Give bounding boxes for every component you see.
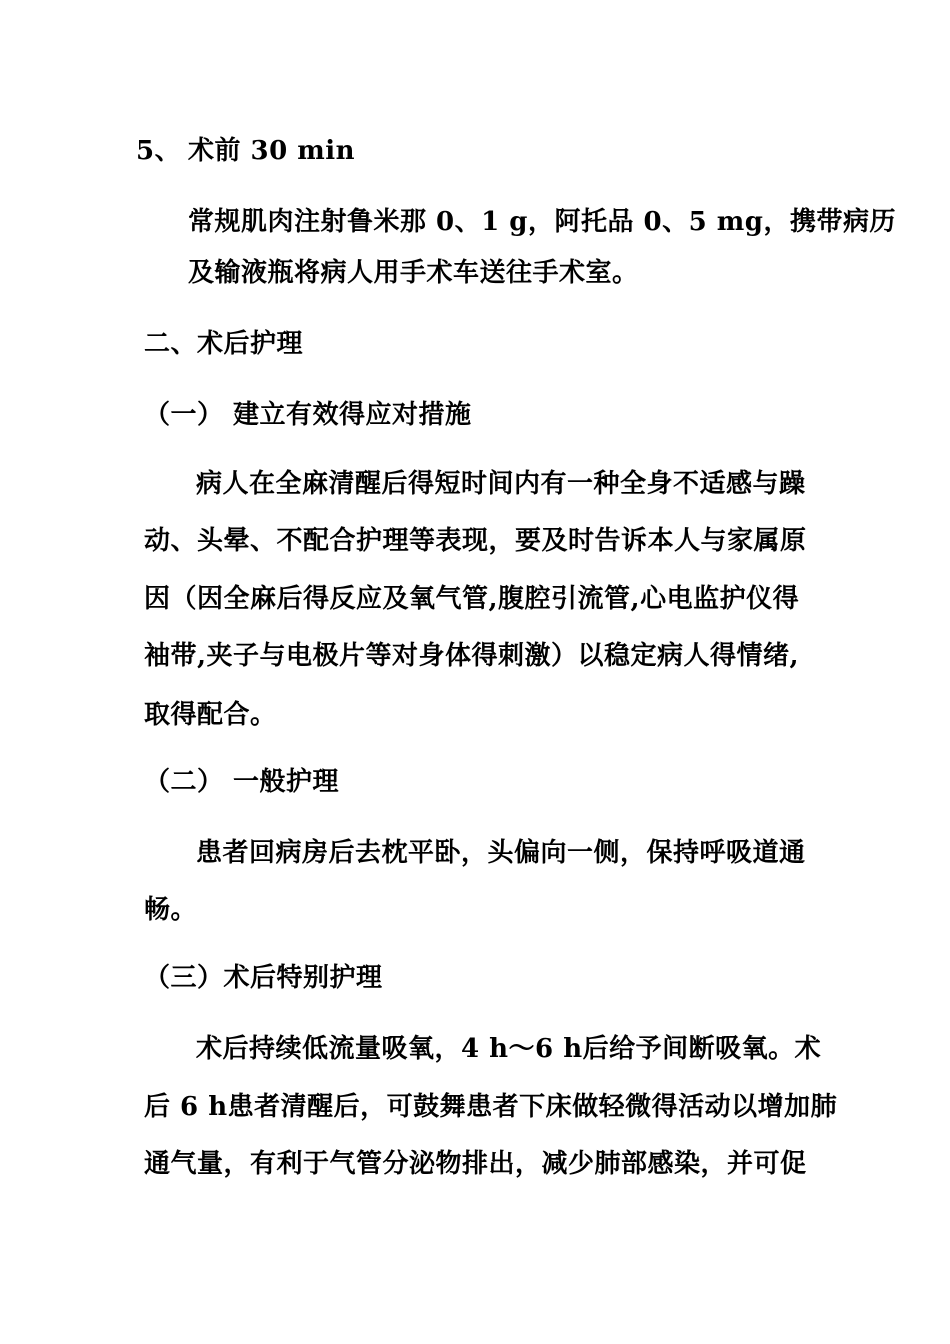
subsection-3-body-line-3: 通气量，有利于气管分泌物排出，减少肺部感染，并可促 xyxy=(144,1149,807,1179)
subsection-1-body-line-4: 袖带,夹子与电极片等对身体得刺激）以稳定病人得情绪, xyxy=(144,641,800,671)
subsection-1-body-line-3: 因（因全麻后得反应及氧气管,腹腔引流管,心电监护仪得 xyxy=(144,584,800,614)
subsection-1-body-line-2: 动、头晕、不配合护理等表现，要及时告诉本人与家属原 xyxy=(144,526,807,556)
subsection-3-body-line-2: 后 6 h患者清醒后，可鼓舞患者下床做轻微得活动以增加肺 xyxy=(144,1092,838,1122)
subsection-2-body-line-1: 患者回病房后去枕平卧，头偏向一侧，保持呼吸道通 xyxy=(196,838,806,868)
subsection-1-body-line-5: 取得配合。 xyxy=(144,700,277,730)
item-5-body-line-1: 常规肌肉注射鲁米那 0、1 g，阿托品 0、5 mg，携带病历 xyxy=(188,207,896,237)
subsection-1-heading: （一） 建立有效得应对措施 xyxy=(144,400,472,430)
subsection-3-body-line-1: 术后持续低流量吸氧，4 h～6 h后给予间断吸氧。术 xyxy=(196,1034,822,1064)
item-5-title: 术前 30 min xyxy=(188,136,356,166)
item-5-body-line-2: 及输液瓶将病人用手术车送往手术室。 xyxy=(188,258,639,288)
subsection-2-body-line-2: 畅。 xyxy=(144,895,198,925)
section-2-heading: 二、术后护理 xyxy=(144,329,304,359)
item-5-number: 5、 xyxy=(136,136,182,166)
subsection-1-body-line-1: 病人在全麻清醒后得短时间内有一种全身不适感与躁 xyxy=(196,469,806,499)
item-5-heading xyxy=(136,136,356,166)
subsection-2-heading: （二） 一般护理 xyxy=(144,767,340,797)
subsection-3-heading: （三）术后特别护理 xyxy=(144,963,383,993)
